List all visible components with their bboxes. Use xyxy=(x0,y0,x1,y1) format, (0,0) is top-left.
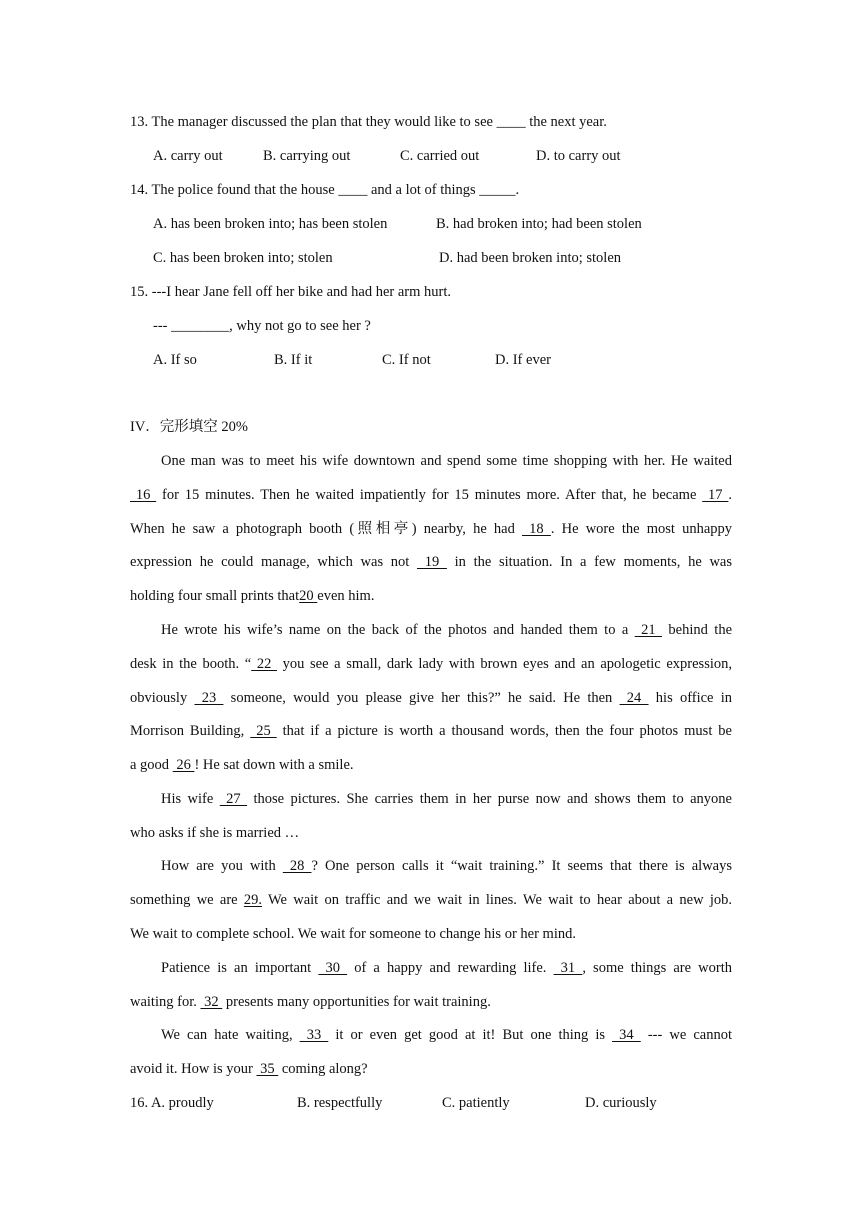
passage-text: desk in the booth. “ xyxy=(130,656,252,672)
question-15-stem: 15. ---I hear Jane fell off her bike and had her arm hurt. xyxy=(130,284,452,300)
passage-line xyxy=(130,824,299,842)
passage-text: Morrison Building, xyxy=(130,723,251,739)
passage-text: ? One person calls it “wait training.” It seems that there is always xyxy=(311,858,732,874)
passage-text: , some things are worth xyxy=(582,960,733,976)
question-14-stem: 14. The police found that the house ____ and a lot of things _____. xyxy=(130,182,520,198)
passage-line xyxy=(161,790,732,808)
passage-line xyxy=(161,621,732,639)
blank-18: 18 xyxy=(522,521,551,537)
blank-20: 20 xyxy=(299,588,318,604)
passage-text: avoid it. How is your xyxy=(130,1061,257,1077)
passage-text: you see a small, dark lady with brown eyes and an apologetic expression, xyxy=(277,656,733,672)
q13-option-b: B. carrying out xyxy=(263,148,351,164)
passage-text: that if a picture is worth a thousand words, then the four photos must be xyxy=(276,723,732,739)
passage-line xyxy=(161,1026,732,1044)
section-heading: IV．完形填空 20% xyxy=(130,419,249,435)
passage-text: . He wore the most unhappy xyxy=(550,521,733,537)
passage-line xyxy=(161,857,732,875)
blank-27: 27 xyxy=(219,791,248,807)
q16-option-c: C. patiently xyxy=(442,1095,510,1111)
q16-option-b: B. respectfully xyxy=(297,1095,383,1111)
q16-option-d: D. curiously xyxy=(585,1095,657,1111)
blank-22: 22 xyxy=(251,656,277,672)
passage-text: it or even get good at it! But one thing is xyxy=(328,1027,613,1043)
blank-32: 32 xyxy=(200,994,223,1010)
q15-option-b: B. If it xyxy=(274,352,313,368)
blank-35: 35 xyxy=(256,1061,279,1077)
passage-text: something we are xyxy=(130,892,244,908)
passage-text: We wait on traffic and we wait in lines. We wait to hear about a new job. xyxy=(261,892,732,908)
passage-text: . xyxy=(728,487,733,503)
passage-text: How are you with xyxy=(161,858,283,874)
passage-text: even him. xyxy=(317,588,375,604)
passage-line xyxy=(130,1060,368,1078)
q15-option-d: D. If ever xyxy=(495,352,551,368)
blank-25: 25 xyxy=(250,723,277,739)
passage-text: of a happy and rewarding life. xyxy=(347,960,554,976)
passage-text: His wife xyxy=(161,791,220,807)
passage-line xyxy=(130,756,354,774)
passage-text: his office in xyxy=(648,690,733,706)
blank-30: 30 xyxy=(318,960,348,976)
passage-line xyxy=(130,689,732,707)
passage-line xyxy=(130,486,732,504)
blank-29: 29. xyxy=(243,892,262,908)
passage-text: expression he could manage, which was not xyxy=(130,554,418,570)
passage-text: coming along? xyxy=(278,1061,368,1077)
passage-line xyxy=(130,655,732,673)
passage-text: someone, would you please give her this?” he said. He then xyxy=(223,690,620,706)
passage-line xyxy=(130,587,374,605)
q15-option-a: A. If so xyxy=(153,352,197,368)
passage-text: holding four small prints that xyxy=(130,588,300,604)
blank-31: 31 xyxy=(553,960,583,976)
passage-line xyxy=(130,891,732,909)
blank-19: 19 xyxy=(417,554,447,570)
blank-33: 33 xyxy=(299,1027,329,1043)
q15-option-c: C. If not xyxy=(382,352,431,368)
q13-option-d: D. to carry out xyxy=(536,148,621,164)
passage-text: Patience is an important xyxy=(161,960,319,976)
blank-24: 24 xyxy=(619,690,649,706)
passage-text: those pictures. She carries them in her purse now and shows them to anyone xyxy=(247,791,732,807)
q13-option-a: A. carry out xyxy=(153,148,223,164)
blank-23: 23 xyxy=(194,690,224,706)
passage-text: One man was to meet his wife downtown and spend some time shopping with her. He waited xyxy=(161,453,732,469)
passage-text: behind the xyxy=(662,622,733,638)
passage-text: obviously xyxy=(130,690,195,706)
question-15-reply: --- ________, why not go to see her ? xyxy=(153,318,371,334)
passage-line xyxy=(130,925,576,943)
passage-text: presents many opportunities for wait training. xyxy=(222,994,491,1010)
q13-option-c: C. carried out xyxy=(400,148,480,164)
passage-text: He wrote his wife’s name on the back of the photos and handed them to a xyxy=(161,622,635,638)
q14-option-c: C. has been broken into; stolen xyxy=(153,250,333,266)
blank-34: 34 xyxy=(612,1027,641,1043)
blank-28: 28 xyxy=(282,858,312,874)
passage-text: waiting for. xyxy=(130,994,201,1010)
passage-text: We wait to complete school. We wait for someone to change his or her mind. xyxy=(130,926,576,942)
passage-line xyxy=(130,520,732,538)
blank-26: 26 xyxy=(172,757,195,773)
passage-text: who asks if she is married … xyxy=(130,825,300,841)
passage-line xyxy=(161,452,732,470)
passage-text: for 15 minutes. Then he waited impatiently for 15 minutes more. After that, he became xyxy=(156,487,703,503)
passage-text: When he saw a photograph booth (照相亭) nearby, he had xyxy=(130,521,523,537)
q14-option-a: A. has been broken into; has been stolen xyxy=(153,216,388,232)
q14-option-d: D. had been broken into; stolen xyxy=(439,250,622,266)
passage-text: --- we cannot xyxy=(640,1027,733,1043)
passage-text: We can hate waiting, xyxy=(161,1027,300,1043)
passage-text: a good xyxy=(130,757,173,773)
blank-16: 16 xyxy=(130,487,157,503)
q14-option-b: B. had broken into; had been stolen xyxy=(436,216,642,232)
passage-text: ! He sat down with a smile. xyxy=(194,757,354,773)
passage-line xyxy=(161,959,732,977)
passage-text: in the situation. In a few moments, he was xyxy=(446,554,733,570)
passage-line xyxy=(130,553,732,571)
passage-line xyxy=(130,722,732,740)
question-13-stem: 13. The manager discussed the plan that they would like to see ____ the next year. xyxy=(130,114,607,130)
passage-line xyxy=(130,993,491,1011)
q16-option-a: 16. A. proudly xyxy=(130,1095,214,1111)
blank-17: 17 xyxy=(702,487,729,503)
blank-21: 21 xyxy=(634,622,663,638)
